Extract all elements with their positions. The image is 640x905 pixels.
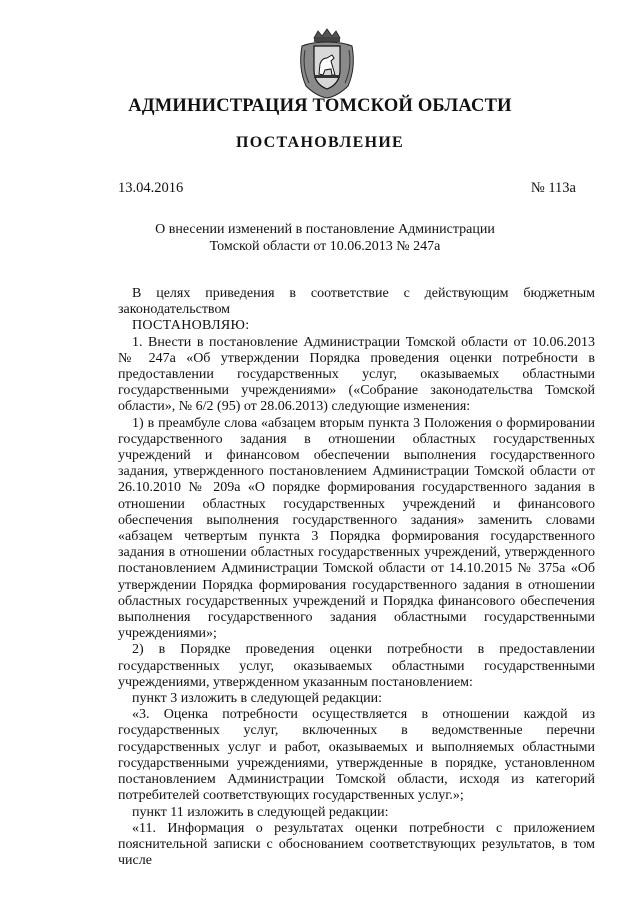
paragraph-subitem-2: 2) в Порядке проведения оценки потребности в предоставлении государственных услуг, оказываемых областными государственными учреждениями, утвержденном указанным постановлением:	[118, 642, 595, 690]
organization-title: АДМИНИСТРАЦИЯ ТОМСКОЙ ОБЛАСТИ	[128, 96, 512, 116]
document-type: ПОСТАНОВЛЕНИЕ	[235, 134, 405, 151]
document-subject	[110, 221, 540, 255]
paragraph-subitem-1: 1) в преамбуле слова «абзацем вторым пункта 3 Положения о формировании государственного задания в отношении областных государственных учреждений и финансовом обеспечении выполнения государственного задания, утвержденного постановлением Администрации Томской области от 26.10.2010 № 209а «О порядке формирования государственного задания в отношении областных государственных учреждений и финансового обеспечения выполнения государственного задания» заменить словами «абзацем четвертым пункта 3 Порядка формирования государственного задания в отношении областных государственных учреждений, утвержденного постановлением Администрации Томской области от 14.10.2015 № 375а «Об утверждении Порядка формирования государственного задания в отношении областных государственных учреждений и Порядка финансового обеспечения выполнения государственного задания областными государственными учреждениями»;	[118, 415, 595, 642]
subject-line-1: О внесении изменений в постановление Администрации	[155, 222, 495, 237]
paragraph-point-11-text: «11. Информация о результатах оценки потребности с приложением пояснительной записки с обоснованием соответствующих результатов, в том числе	[118, 820, 595, 869]
paragraph-item-1: 1. Внести в постановление Администрации Томской области от 10.06.2013 № 247а «Об утверждении Порядка проведения оценки потребности в предоставлении государственных услуг, оказываемых областными государственными учреждениями» («Собрание законодательства Томской области», № 6/2 (95) от 28.06.2013) следующие изменения:	[118, 334, 595, 415]
decree-word: ПОСТАНОВЛЯЮ:	[132, 318, 250, 334]
coat-of-arms-icon	[296, 28, 358, 100]
document-date: 13.04.2016	[118, 180, 184, 196]
document-body	[118, 286, 595, 869]
paragraph-point-3-intro: пункт 3 изложить в следующей редакции:	[132, 691, 382, 707]
document-number: № 113а	[530, 180, 576, 196]
preamble-paragraph: В целях приведения в соответствие с действующим бюджетным законодательством	[118, 286, 595, 318]
paragraph-point-11-intro: пункт 11 изложить в следующей редакции:	[132, 804, 389, 820]
paragraph-point-3-text: «3. Оценка потребности осуществляется в отношении каждой из государственных услуг, включенных в ведомственные перечни государственных услуг и работ, оказываемых и выполняемых областными государственными учреждениями, утвержденные в порядке, установленном постановлением Администрации Томской области, исходя из категорий потребителей соответствующих государственных услуг.»;	[118, 707, 595, 804]
subject-line-2: Томской области от 10.06.2013 № 247а	[209, 239, 441, 254]
